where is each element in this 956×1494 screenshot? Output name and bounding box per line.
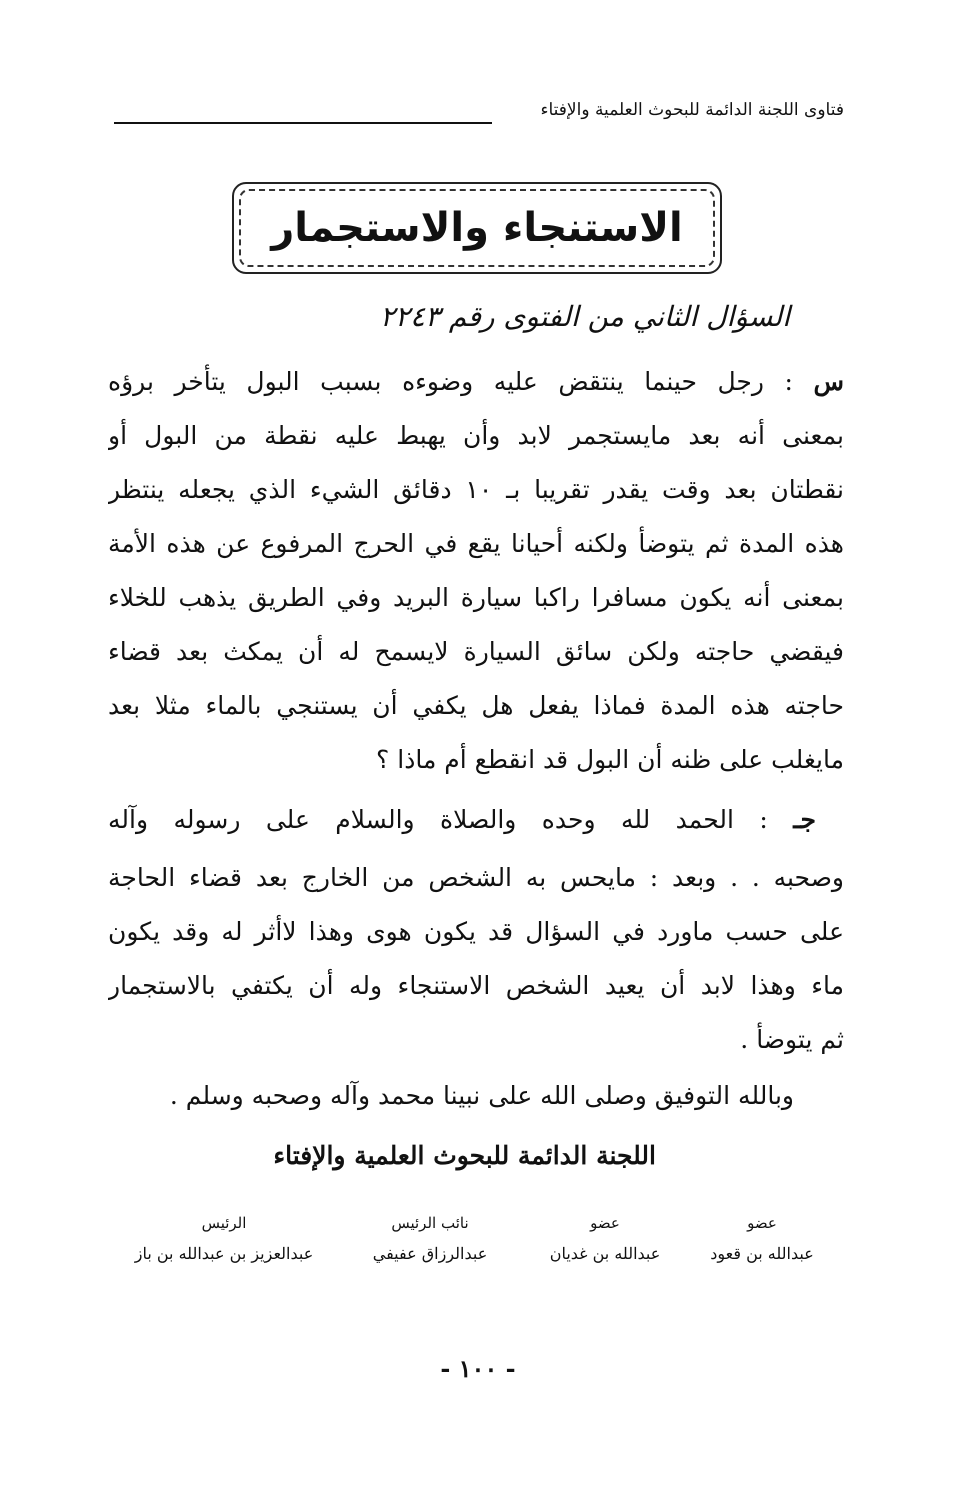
- signatory: [702, 1212, 822, 1266]
- committee-name: اللجنة الدائمة للبحوث العلمية والإفتاء: [273, 1141, 656, 1170]
- question-line: [108, 362, 844, 402]
- answer-line: ثم يتوضأ .: [740, 1025, 844, 1054]
- running-header: فتاوى اللجنة الدائمة للبحوث العلمية والإفتاء: [540, 100, 844, 120]
- signatory-role: عضو: [747, 1214, 777, 1232]
- signatory-name: عبدالله بن غديان: [549, 1244, 661, 1263]
- signatory: [360, 1212, 500, 1266]
- question-reference: السؤال الثاني من الفتوى رقم ٢٢٤٣: [379, 300, 790, 333]
- answer-line: [108, 800, 816, 840]
- signatory-role: عضو: [590, 1214, 620, 1232]
- question-line: نقطتان بعد وقت يقدر تقريبا بـ ١٠ دقائق الشيء الذي يجعله ينتظر: [108, 475, 844, 504]
- closing-line: وبالله التوفيق وصلى الله على نبينا محمد وآله وصحبه وسلم .: [169, 1081, 794, 1110]
- page-number: - ١٠٠ -: [440, 1354, 516, 1383]
- question-line: هذه المدة ثم يتوضأ ولكنه أحيانا يقع في الحرج المرفوع عن هذه الأمة: [108, 529, 844, 558]
- chapter-title-inner-frame: [239, 189, 715, 267]
- question-line: مايغلب على ظنه أن البول قد انقطع أم ماذا ؟: [376, 745, 844, 774]
- answer-line: وصحبه . . وبعد : مايحس به الشخص من الخارج بعد قضاء الحاجة: [108, 863, 844, 892]
- signatory: [124, 1212, 324, 1266]
- chapter-title-frame: [232, 182, 722, 274]
- chapter-title: الاستنجاء والاستجمار: [271, 205, 683, 251]
- question-line: فيقضي حاجته ولكن سائق السيارة لايسمح له أن يمكث بعد قضاء: [108, 637, 844, 666]
- answer-marker: جـ: [793, 805, 816, 834]
- header-rule: [114, 122, 492, 124]
- signatory-name: عبدالله بن قعود: [710, 1244, 814, 1263]
- signatory-role: الرئيس: [201, 1214, 247, 1232]
- answer-line-text: : الحمد لله وحده والصلاة والسلام على رسوله وآله: [108, 805, 768, 834]
- question-line: بمعنى أنه بعد مايستجمر لابد وأن يهبط عليه نقطة من البول أو: [108, 421, 844, 450]
- question-line-text: : رجل حينما ينتقض عليه وضوءه بسبب البول يتأخر برؤه: [108, 367, 793, 396]
- signatory-name: عبدالرزاق عفيفي: [372, 1244, 488, 1263]
- signatory-role: نائب الرئيس: [391, 1214, 469, 1232]
- question-marker: س: [813, 367, 844, 396]
- signatory-name: عبدالعزيز بن عبدالله بن باز: [134, 1244, 314, 1263]
- answer-line: على حسب ماورد في السؤال قد يكون هوى وهذا لاأثر له وقد يكون: [108, 917, 844, 946]
- question-line: بمعنى أنه يكون مسافرا راكبا سيارة البريد وفي الطريق يذهب للخلاء: [108, 583, 844, 612]
- question-line: حاجته هذه المدة فماذا يفعل هل يكفي أن يستنجي بالماء مثلا بعد: [108, 691, 844, 720]
- answer-line: ماء وهذا لابد أن يعيد الشخص الاستنجاء وله أن يكتفي بالاستجمار: [108, 971, 844, 1000]
- signatory: [540, 1212, 670, 1266]
